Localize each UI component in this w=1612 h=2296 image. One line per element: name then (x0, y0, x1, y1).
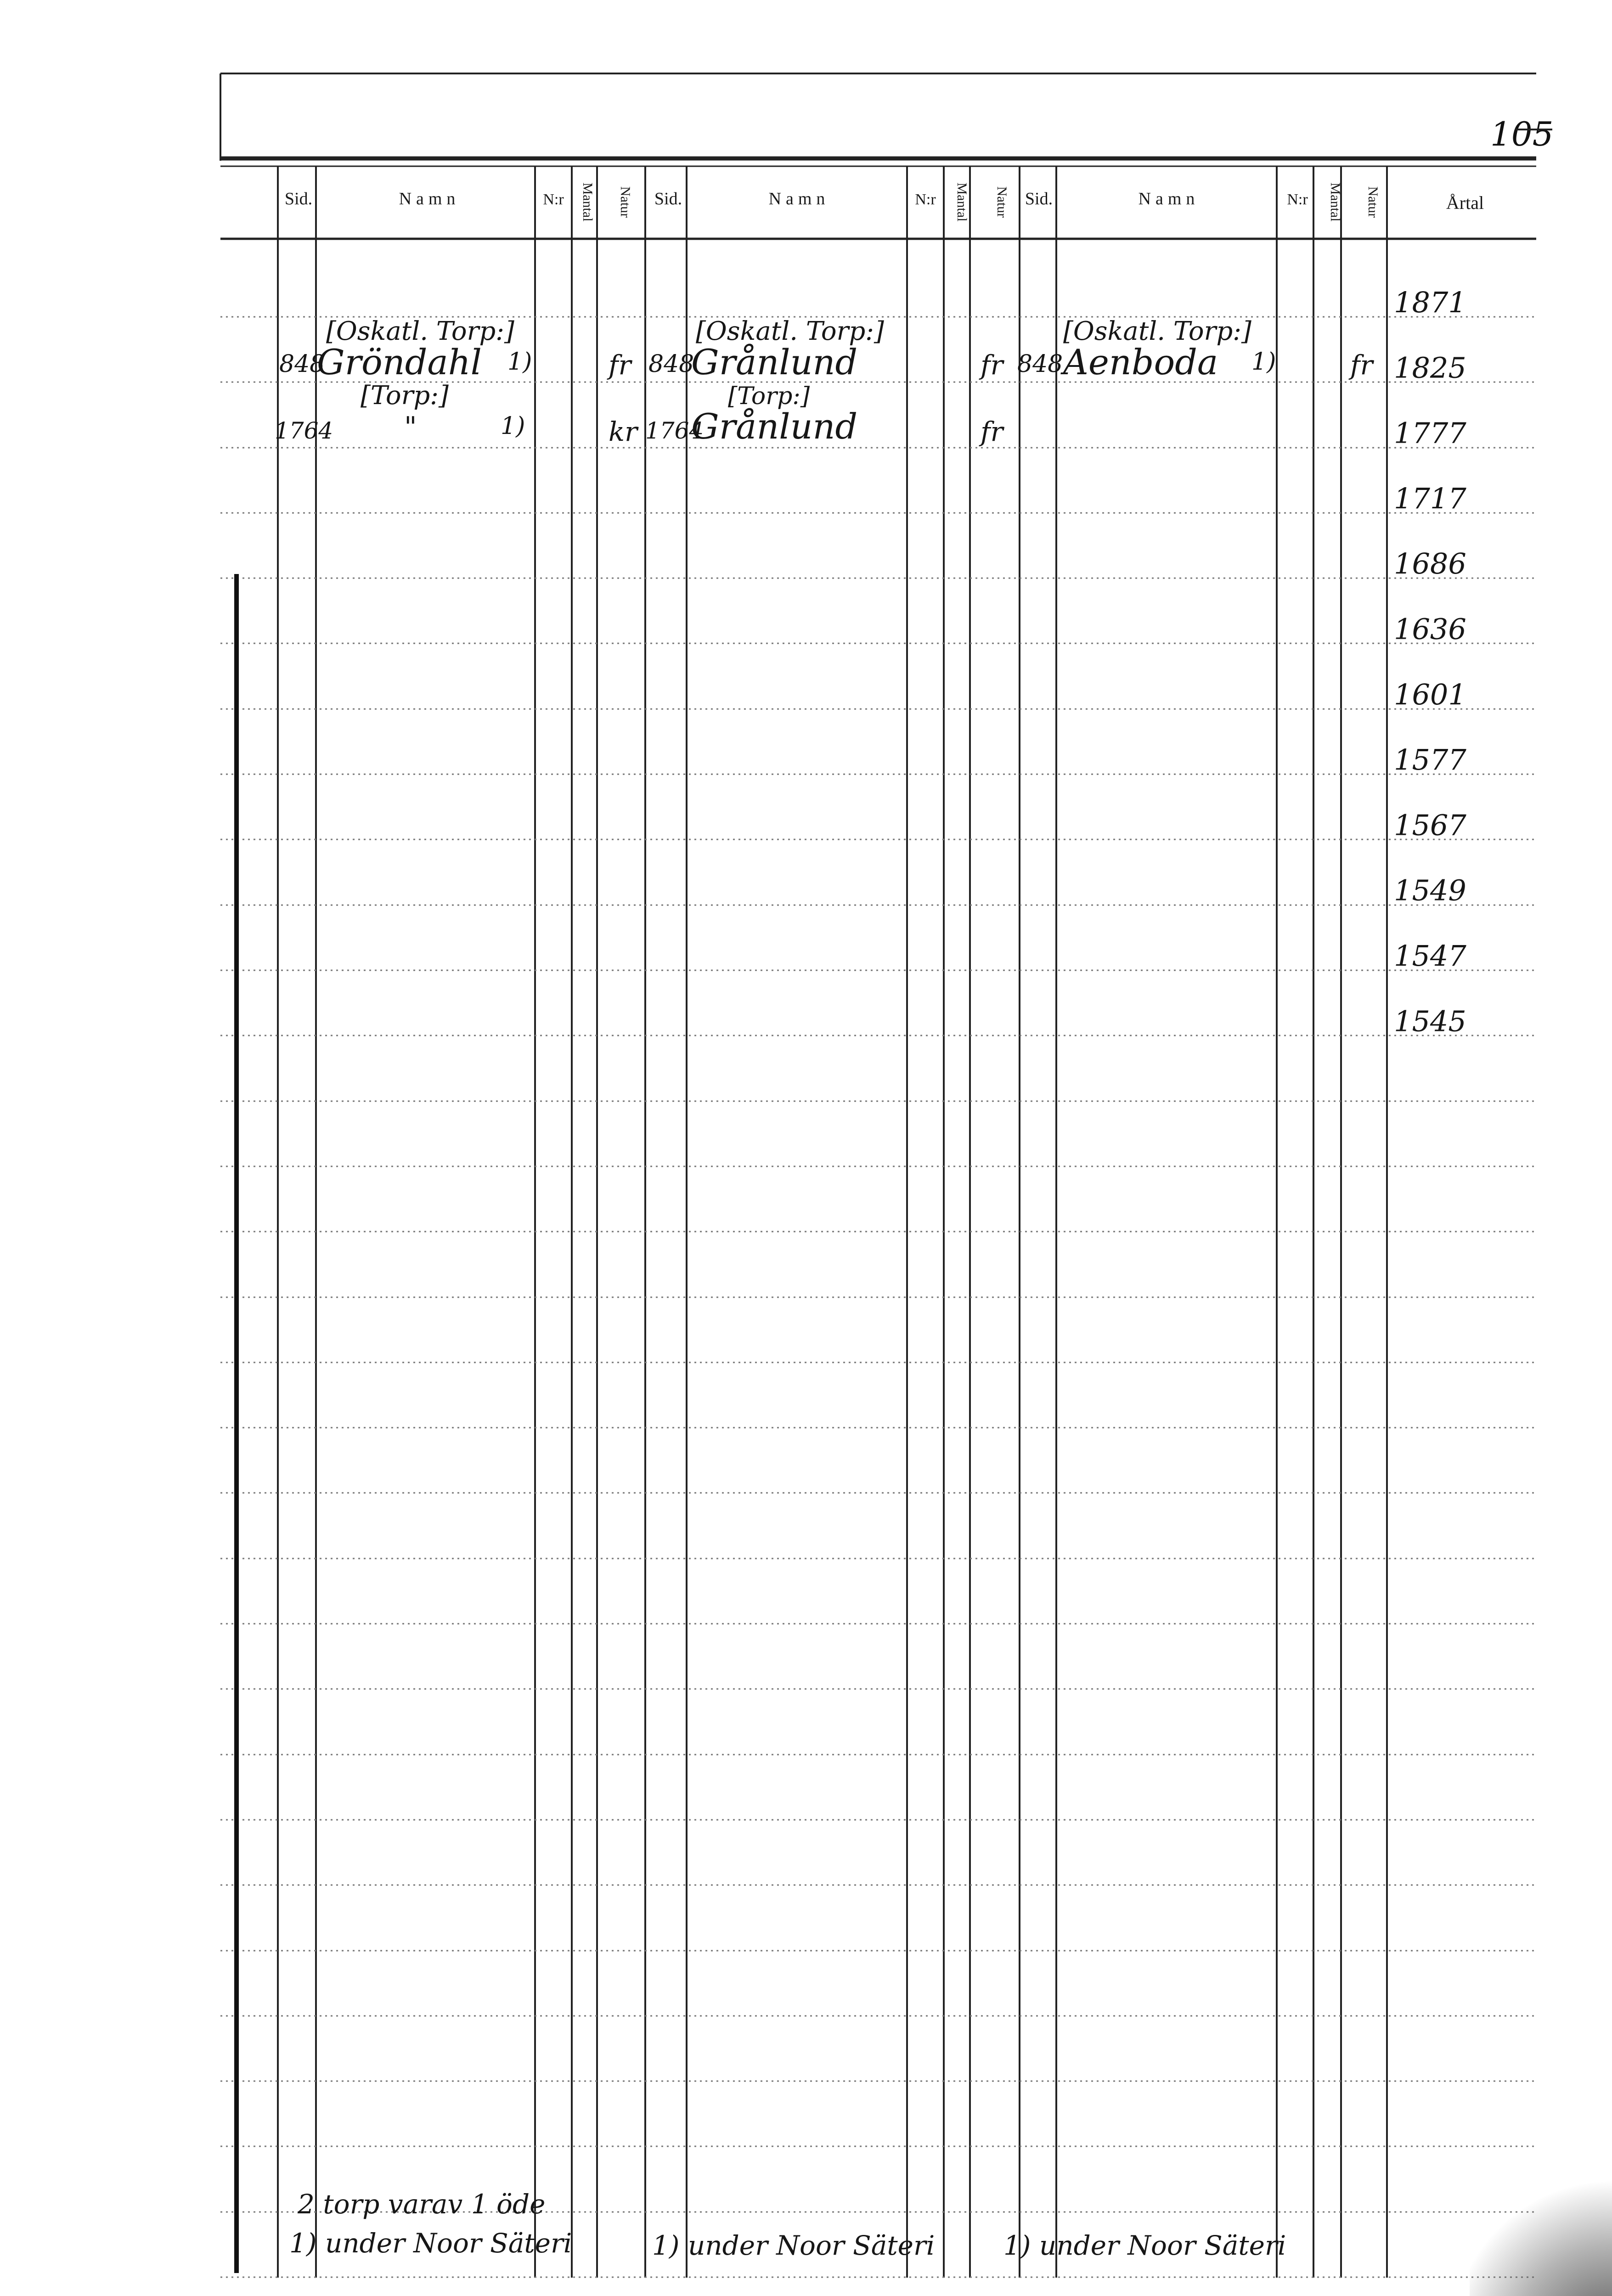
entry-namn: Grånlund (691, 406, 858, 447)
year-entry: 1717 (1394, 481, 1466, 515)
year-entry: 1636 (1394, 612, 1466, 646)
entry-mark: 1) (507, 348, 532, 376)
header-namn: Namn (768, 189, 830, 208)
year-entry: 1825 (1394, 351, 1466, 385)
entry-sid: 1764 (645, 417, 704, 444)
header-nr: N:r (543, 191, 564, 208)
header-mantal: Mantal (580, 182, 595, 222)
year-entry: 1545 (1394, 1004, 1466, 1038)
group1-footer-line2: 1) under Noor Säteri (289, 2228, 572, 2259)
year-entry: 1577 (1394, 743, 1466, 777)
header-mantal: Mantal (954, 182, 969, 222)
entry-annotation: [Oskatl. Torp:] (696, 316, 884, 346)
header-artal: Årtal (1446, 192, 1484, 213)
year-entry: 1547 (1394, 939, 1466, 973)
entry-annotation: [Torp:] (728, 383, 810, 410)
entry-mark: 1) (1251, 348, 1276, 376)
group2-footer: 1) under Noor Säteri (652, 2230, 935, 2261)
entry-mark: 1) (501, 412, 525, 440)
group3-footer: 1) under Noor Säteri (1003, 2230, 1286, 2261)
entry-namn: Aenboda (1063, 342, 1218, 383)
entry-sid: 848 (1017, 350, 1063, 378)
entry-annotation: [Torp:] (361, 381, 449, 411)
header-namn: Namn (1138, 189, 1200, 208)
entry-sid: 848 (279, 350, 325, 378)
entry-annotation: [Oskatl. Torp:] (1063, 316, 1251, 346)
scan-corner-shadow (1470, 2181, 1612, 2296)
entry-namn: " (404, 411, 417, 443)
header-mantal: Mantal (1328, 182, 1343, 222)
entry-natur: fr (981, 416, 1003, 447)
header-natur: Natur (1365, 186, 1381, 218)
header-nr: N:r (1287, 191, 1308, 208)
entry-sid: 1764 (275, 417, 333, 444)
header-sid: Sid. (654, 189, 682, 208)
entry-namn: Gröndahl (317, 342, 482, 383)
group1-footer-line1: 2 torp varav 1 öde (298, 2189, 546, 2220)
year-entry: 1777 (1394, 416, 1466, 450)
year-entry: 1871 (1394, 286, 1466, 319)
header-sid: Sid. (284, 189, 313, 208)
entry-annotation: [Oskatl. Torp:] (326, 316, 514, 346)
header-sid: Sid. (1025, 189, 1053, 208)
entry-namn: Grånlund (691, 342, 858, 383)
year-entry: 1601 (1394, 677, 1466, 711)
year-entry: 1549 (1394, 873, 1466, 907)
entry-natur: fr (1350, 349, 1373, 381)
entry-natur: fr (981, 349, 1003, 381)
entry-natur: kr (609, 416, 637, 447)
page-number: 105 (1490, 115, 1554, 153)
header-natur: Natur (994, 186, 1009, 218)
header-namn: Namn (399, 189, 460, 208)
header-nr: N:r (915, 191, 936, 208)
year-entry: 1686 (1394, 547, 1466, 581)
header-natur: Natur (618, 186, 633, 218)
year-entry: 1567 (1394, 808, 1466, 842)
entry-natur: fr (609, 349, 631, 381)
entry-sid: 848 (648, 350, 694, 378)
